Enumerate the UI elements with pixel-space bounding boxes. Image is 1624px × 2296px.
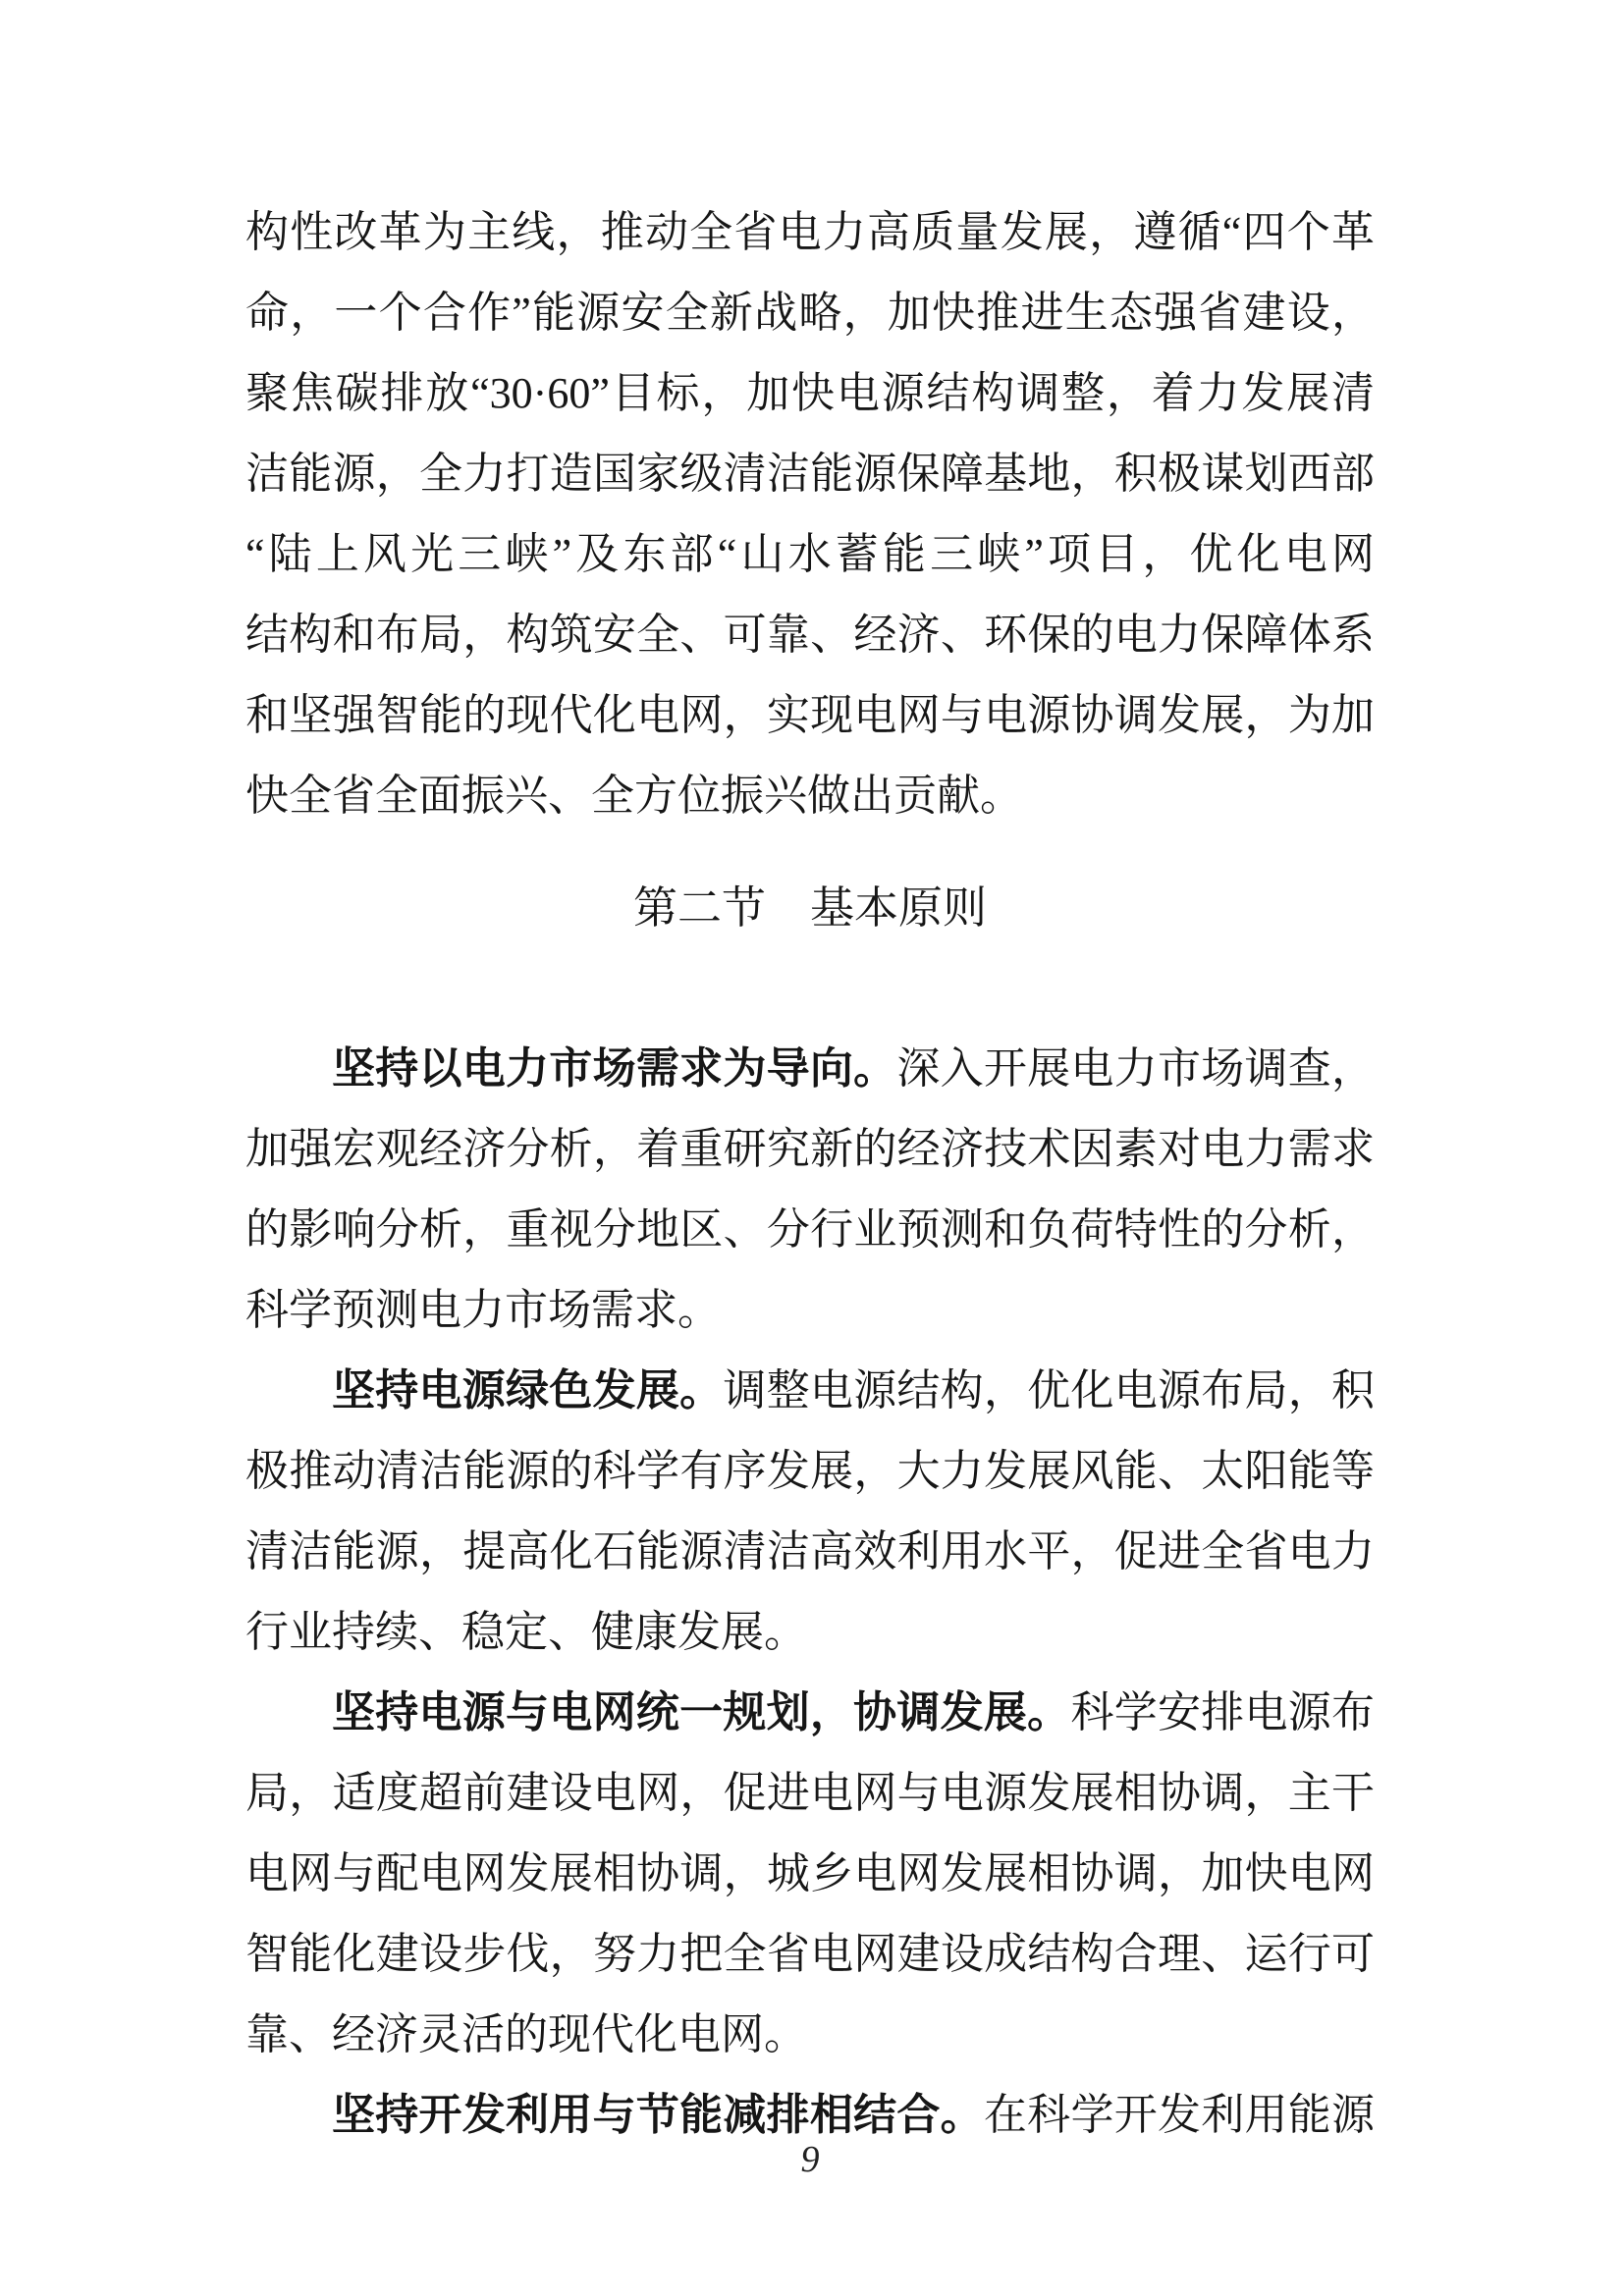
body-text: 和坚强智能的现代化电网，实现电网与电源协调发展，为加 bbox=[245, 691, 1375, 739]
document-body bbox=[245, 192, 1375, 2156]
text-line bbox=[245, 756, 1375, 836]
bold-lead-text: 坚持电源绿色发展。 bbox=[332, 1366, 724, 1415]
body-text: “陆上风光三峡”及东部“山水蓄能三峡”项目，优化电网 bbox=[245, 530, 1375, 578]
body-text: 科学安排电源布 bbox=[1070, 1688, 1376, 1736]
body-text: 深入开展电力市场调查， bbox=[896, 1044, 1375, 1093]
body-text: 科学预测电力市场需求。 bbox=[245, 1286, 721, 1334]
paragraph bbox=[245, 1673, 1375, 2075]
section-heading: 第二节 基本原则 bbox=[632, 883, 987, 933]
text-line bbox=[245, 514, 1375, 595]
text-line bbox=[245, 1914, 1375, 1995]
text-line bbox=[245, 1753, 1375, 1834]
body-text: 智能化建设步伐，努力把全省电网建设成结构合理、运行可 bbox=[245, 1930, 1375, 1978]
text-line bbox=[245, 192, 1375, 273]
body-text: 局，适度超前建设电网，促进电网与电源发展相协调，主干 bbox=[245, 1769, 1375, 1817]
text-line bbox=[245, 1834, 1375, 1914]
bold-lead-text: 坚持以电力市场需求为导向。 bbox=[332, 1044, 897, 1093]
paragraph bbox=[245, 1029, 1375, 1351]
body-text: 调整电源结构，优化电源布局，积 bbox=[723, 1366, 1376, 1415]
text-line bbox=[245, 1431, 1375, 1512]
text-line bbox=[245, 1109, 1375, 1190]
body-text: 构性改革为主线，推动全省电力高质量发展，遵循“四个革 bbox=[245, 208, 1375, 256]
text-line bbox=[245, 1673, 1375, 1753]
body-text: 洁能源，全力打造国家级清洁能源保障基地，积极谋划西部 bbox=[245, 450, 1375, 498]
body-text: 聚焦碳排放“30·60”目标，加快电源结构调整，着力发展清 bbox=[245, 369, 1375, 417]
bold-lead-text: 坚持电源与电网统一规划，协调发展。 bbox=[332, 1688, 1071, 1736]
text-line bbox=[245, 1190, 1375, 1270]
text-line bbox=[245, 595, 1375, 675]
text-line bbox=[245, 434, 1375, 514]
text-line bbox=[245, 353, 1375, 434]
paragraph bbox=[245, 1351, 1375, 1673]
body-text: 的影响分析，重视分地区、分行业预测和负荷特性的分析， bbox=[245, 1205, 1375, 1254]
bold-lead-text: 坚持开发利用与节能减排相结合。 bbox=[332, 2091, 984, 2139]
text-line bbox=[245, 1592, 1375, 1673]
body-text: 在科学开发利用能源 bbox=[983, 2091, 1376, 2139]
page-number: 9 bbox=[800, 2139, 820, 2180]
body-text: 行业持续、稳定、健康发展。 bbox=[245, 1608, 807, 1656]
text-line bbox=[245, 1512, 1375, 1592]
body-text: 加强宏观经济分析，着重研究新的经济技术因素对电力需求 bbox=[245, 1125, 1375, 1173]
text-line bbox=[245, 1270, 1375, 1351]
paragraph bbox=[245, 192, 1375, 836]
body-text: 靠、经济灵活的现代化电网。 bbox=[245, 2010, 807, 2058]
body-text: 电网与配电网发展相协调，城乡电网发展相协调，加快电网 bbox=[245, 1849, 1375, 1897]
text-line bbox=[245, 1029, 1375, 1109]
body-text: 快全省全面振兴、全方位振兴做出贡献。 bbox=[245, 772, 1023, 820]
body-text: 清洁能源，提高化石能源清洁高效利用水平，促进全省电力 bbox=[245, 1527, 1375, 1575]
body-text: 极推动清洁能源的科学有序发展，大力发展风能、太阳能等 bbox=[245, 1447, 1375, 1495]
body-text: 结构和布局，构筑安全、可靠、经济、环保的电力保障体系 bbox=[245, 611, 1375, 659]
body-text: 命，一个合作”能源安全新战略，加快推进生态强省建设， bbox=[245, 289, 1375, 337]
text-line bbox=[245, 675, 1375, 756]
text-line bbox=[245, 1995, 1375, 2075]
text-line bbox=[245, 273, 1375, 353]
text-line bbox=[245, 1351, 1375, 1431]
